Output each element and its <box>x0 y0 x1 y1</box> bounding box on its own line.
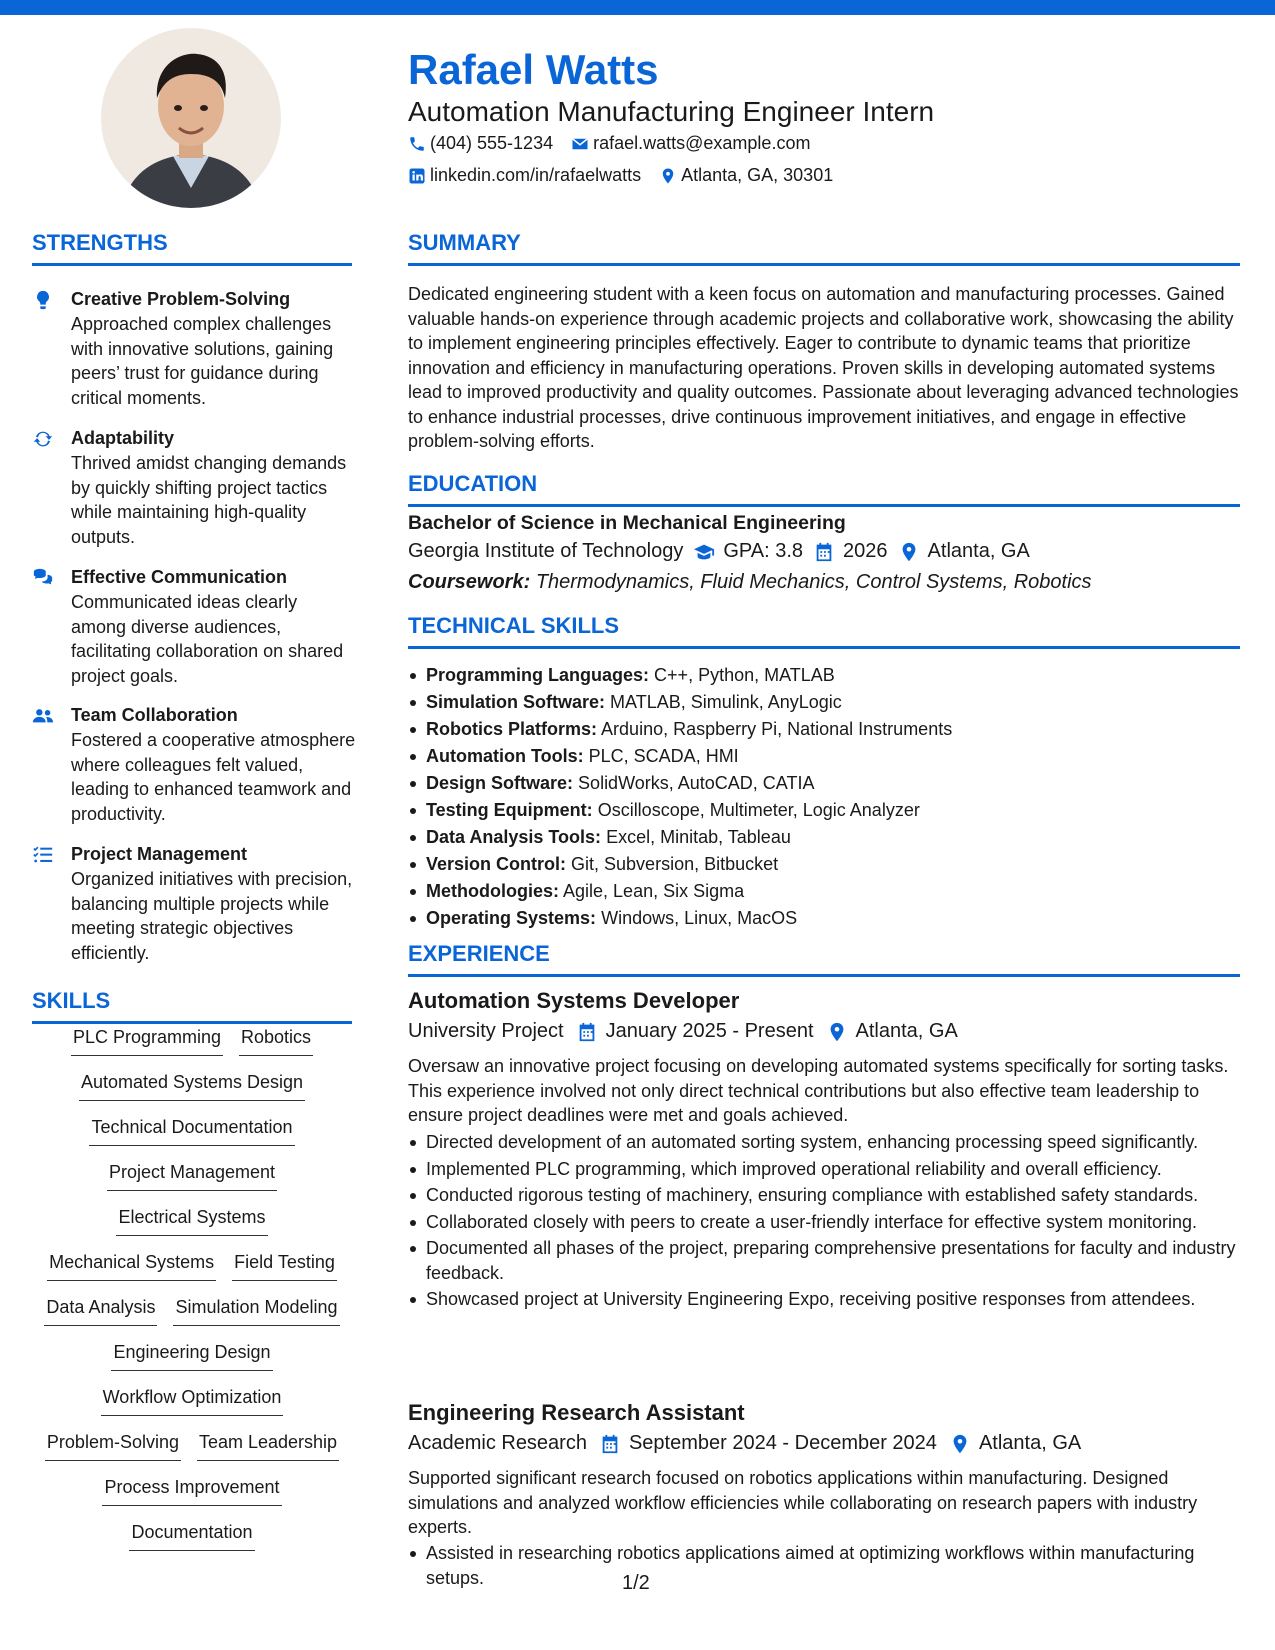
lightbulb-icon <box>32 289 54 311</box>
strength-desc: Approached complex challenges with innovative solutions, gaining peers’ trust for guidance during critical moments. <box>71 314 334 408</box>
location-text: Atlanta, GA, 30301 <box>681 165 834 185</box>
contact-row-1 <box>408 133 828 154</box>
calendar-icon <box>576 1021 598 1043</box>
email-text: rafael.watts@example.com <box>593 133 811 153</box>
phone-icon <box>408 135 426 153</box>
top-accent-bar <box>0 0 1275 15</box>
strengths-heading: STRENGTHS <box>32 229 352 266</box>
linkedin-icon <box>408 167 426 185</box>
job-org: University Project <box>408 1020 564 1042</box>
degree-title: Bachelor of Science in Mechanical Engineering <box>408 512 846 534</box>
calendar-icon <box>813 541 835 563</box>
job-bullet: Showcased project at University Engineering Expo, receiving positive responses from attendees. <box>408 1287 1240 1312</box>
tech-skill-item: Methodologies: Agile, Lean, Six Sigma <box>408 879 1240 906</box>
job-title: Automation Systems Developer <box>408 988 740 1013</box>
strength-title: Project Management <box>71 844 248 864</box>
tech-skill-item: Automation Tools: PLC, SCADA, HMI <box>408 744 1240 771</box>
tech-skill-item: Robotics Platforms: Arduino, Raspberry Pi, National Instruments <box>408 717 1240 744</box>
location-contact <box>659 165 833 186</box>
tech-skill-item: Version Control: Git, Subversion, Bitbucket <box>408 852 1240 879</box>
strength-title: Effective Communication <box>71 567 288 587</box>
tech-skill-item: Testing Equipment: Oscilloscope, Multimeter, Logic Analyzer <box>408 798 1240 825</box>
skill-tag: Process Improvement <box>102 1475 281 1506</box>
summary-text: Dedicated engineering student with a keen focus on automation and manufacturing processes. Gained valuable hands-on experience through academic projects and collaborative work, showcasing the ability to implement engineering principles effectively. Eager to contribute to dynamic teams that prioritize innovation and efficiency in manufacturing operations. Proven skills in developing automated systems lead to improved productivity and quality outcomes. Passionate about leveraging advanced technologies to enhance industrial processes, drive continuous improvement initiatives, and engage in effective problem-solving efforts. <box>408 284 1239 451</box>
candidate-name: Rafael Watts <box>408 46 659 93</box>
skill-tag: Mechanical Systems <box>47 1250 216 1281</box>
summary-heading: SUMMARY <box>408 229 1240 266</box>
linkedin-text: linkedin.com/in/rafaelwatts <box>430 165 642 185</box>
education-location: Atlanta, GA <box>927 540 1030 562</box>
strength-title: Team Collaboration <box>71 705 238 725</box>
skill-tag: Electrical Systems <box>116 1205 267 1236</box>
strength-title: Adaptability <box>71 428 175 448</box>
coursework-line <box>408 571 1092 594</box>
tech-skill-item: Programming Languages: C++, Python, MATLAB <box>408 663 1240 690</box>
phone-contact[interactable] <box>408 133 553 154</box>
contact-row-2 <box>408 165 851 186</box>
map-marker-icon <box>826 1021 848 1043</box>
page-number: 1/2 <box>622 1572 650 1594</box>
skill-tag: Automated Systems Design <box>79 1070 305 1101</box>
job-bullet: Documented all phases of the project, preparing comprehensive presentations for faculty and industry feedback. <box>408 1236 1240 1285</box>
experience-heading: EXPERIENCE <box>408 940 1240 977</box>
profile-photo <box>101 28 281 208</box>
map-marker-icon <box>898 541 920 563</box>
users-icon <box>32 705 54 727</box>
job-description: Supported significant research focused on robotics applications within manufacturing. Designed simulations and analyzed workflow efficiencies while collaborating on research papers with industry experts. <box>408 1468 1198 1537</box>
skill-tag: Technical Documentation <box>89 1115 294 1146</box>
strength-desc: Organized initiatives with precision, balancing multiple projects while meeting strategic objectives efficiently. <box>71 869 353 963</box>
email-contact[interactable] <box>571 133 810 154</box>
job-bullets <box>408 1130 1240 1312</box>
technical-skills-heading: TECHNICAL SKILLS <box>408 612 1240 649</box>
job-location: Atlanta, GA <box>978 1432 1082 1454</box>
candidate-title: Automation Manufacturing Engineer Intern <box>408 96 935 127</box>
strength-desc: Communicated ideas clearly among diverse audiences, facilitating collaboration on shared project goals. <box>71 592 344 686</box>
coursework-text: Thermodynamics, Fluid Mechanics, Control Systems, Robotics <box>535 571 1092 593</box>
job-bullets <box>408 1541 1240 1590</box>
strength-desc: Fostered a cooperative atmosphere where colleagues felt valued, leading to enhanced teamwork and productivity. <box>71 730 356 824</box>
sync-icon <box>32 428 54 450</box>
job-bullet: Assisted in researching robotics applications aimed at optimizing workflows within manufacturing setups. <box>408 1541 1240 1590</box>
skill-tag: Data Analysis <box>44 1295 157 1326</box>
tech-skill-item: Design Software: SolidWorks, AutoCAD, CATIA <box>408 771 1240 798</box>
coursework-label: Coursework: <box>408 571 531 593</box>
skill-tag: Field Testing <box>232 1250 337 1281</box>
job-bullet: Directed development of an automated sorting system, enhancing processing speed significantly. <box>408 1130 1240 1155</box>
job-org: Academic Research <box>408 1432 587 1454</box>
skill-tag: Simulation Modeling <box>173 1295 339 1326</box>
school-name: Georgia Institute of Technology <box>408 540 684 562</box>
skill-tag: Documentation <box>129 1520 254 1551</box>
phone-text: (404) 555-1234 <box>430 133 554 153</box>
job-meta <box>408 1432 1081 1455</box>
tech-skill-item: Simulation Software: MATLAB, Simulink, AnyLogic <box>408 690 1240 717</box>
skill-tag: Engineering Design <box>111 1340 272 1371</box>
skill-tag: Team Leadership <box>197 1430 339 1461</box>
job-bullet: Implemented PLC programming, which improved operational reliability and overall efficiency. <box>408 1157 1240 1182</box>
technical-skills-list <box>408 663 1240 933</box>
education-meta <box>408 540 1030 563</box>
job-description: Oversaw an innovative project focusing on developing automated systems specifically for sorting tasks. This experience involved not only direct technical contributions but also effective team leadership to ensure project deadlines were met and goals achieved. <box>408 1056 1229 1125</box>
envelope-icon <box>571 135 589 153</box>
graduation-year: 2026 <box>843 540 888 562</box>
skill-tag: Problem-Solving <box>45 1430 181 1461</box>
comments-icon <box>32 567 54 589</box>
calendar-icon <box>599 1433 621 1455</box>
job-dates: January 2025 - Present <box>605 1020 814 1042</box>
job-meta <box>408 1020 958 1043</box>
map-marker-icon <box>659 167 677 185</box>
skills-list <box>32 1025 352 1565</box>
skills-heading: SKILLS <box>32 987 352 1024</box>
job-location: Atlanta, GA <box>855 1020 958 1042</box>
tech-skill-item: Operating Systems: Windows, Linux, MacOS <box>408 906 1240 933</box>
tech-skill-item: Data Analysis Tools: Excel, Minitab, Tableau <box>408 825 1240 852</box>
skill-tag: Robotics <box>239 1025 313 1056</box>
gpa-text: GPA: 3.8 <box>723 540 804 562</box>
job-bullet: Collaborated closely with peers to create a user-friendly interface for effective system monitoring. <box>408 1210 1240 1235</box>
linkedin-contact[interactable] <box>408 165 641 186</box>
job-bullet: Conducted rigorous testing of machinery, ensuring compliance with established safety standards. <box>408 1183 1240 1208</box>
graduation-cap-icon <box>693 541 715 563</box>
strength-title: Creative Problem-Solving <box>71 289 291 309</box>
skill-tag: Workflow Optimization <box>101 1385 284 1416</box>
tasks-icon <box>32 844 54 866</box>
skill-tag: PLC Programming <box>71 1025 223 1056</box>
education-heading: EDUCATION <box>408 470 1240 507</box>
map-marker-icon <box>949 1433 971 1455</box>
job-dates: September 2024 - December 2024 <box>628 1432 937 1454</box>
skill-tag: Project Management <box>107 1160 277 1191</box>
job-title: Engineering Research Assistant <box>408 1400 745 1425</box>
strength-desc: Thrived amidst changing demands by quickly shifting project tactics while maintaining high-quality outputs. <box>71 453 347 547</box>
